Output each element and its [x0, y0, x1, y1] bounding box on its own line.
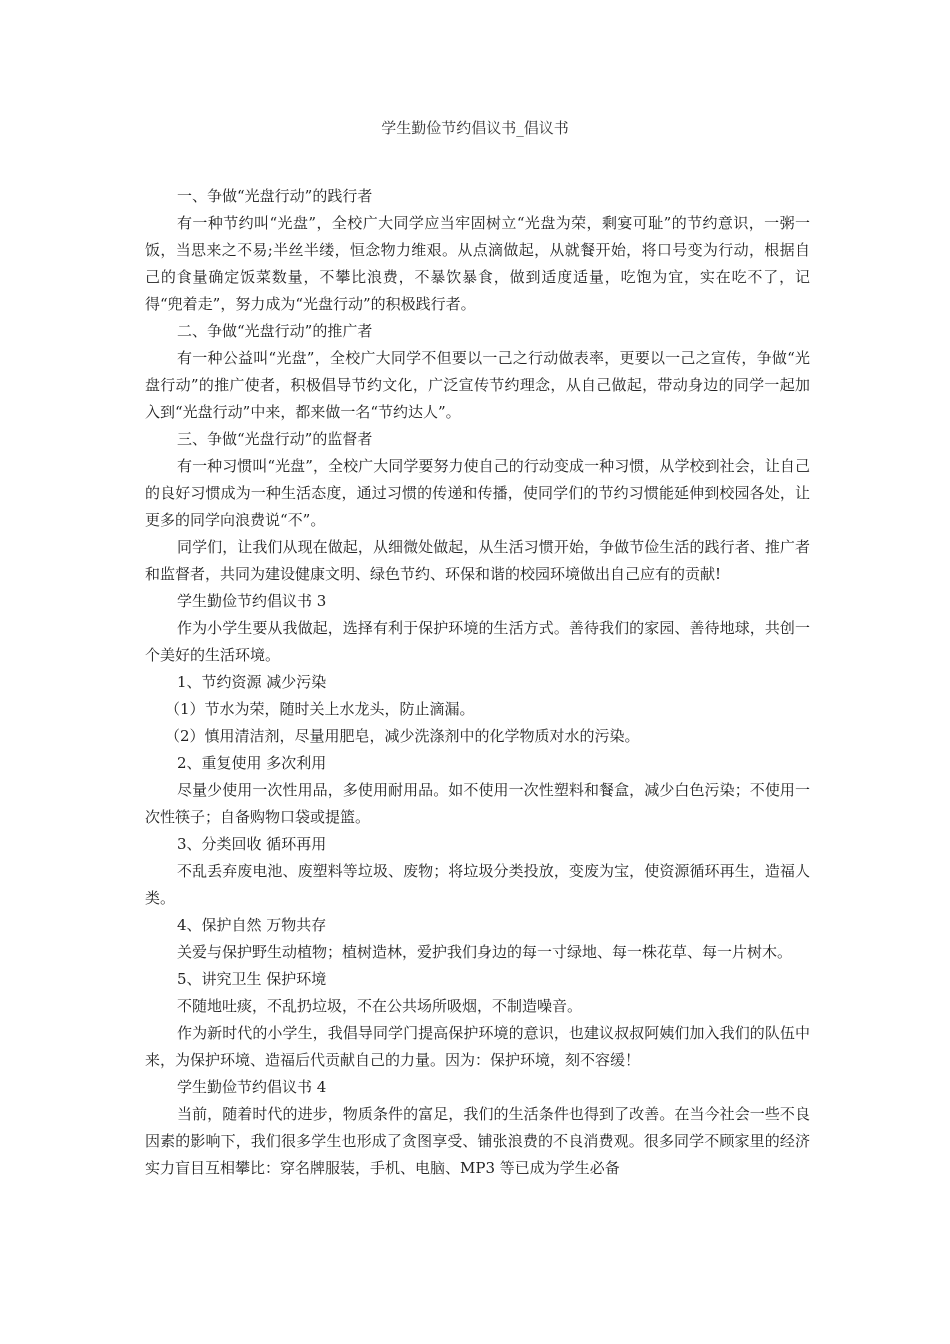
- paragraph: （2）慎用清洁剂，尽量用肥皂，减少洗涤剂中的化学物质对水的污染。: [165, 727, 640, 745]
- paragraph: 有一种习惯叫“光盘”，全校广大同学要努力使自己的行动变成一种习惯，从学校到社会，让自己的良好习惯成为一种生活态度，通过习惯的传递和传播，使同学们的节约习惯能延伸到校园各处，让更多的同学向浪费说“不”。: [145, 457, 810, 529]
- section-heading: 3、分类回收 循环再用: [177, 835, 327, 853]
- paragraph: 作为小学生要从我做起，选择有利于保护环境的生活方式。善待我们的家园、善待地球，共创一个美好的生活环境。: [145, 619, 810, 664]
- paragraph: 有一种节约叫“光盘”，全校广大同学应当牢固树立“光盘为荣，剩宴可耻”的节约意识，一粥一饭，当思来之不易;半丝半缕，恒念物力维艰。从点滴做起，从就餐开始，将口号变为行动，根据自己的食量确定饭菜数量，不攀比浪费，不暴饮暴食，做到适度适量，吃饱为宜，实在吃不了，记得“兜着走”，努力成为“光盘行动”的积极践行者。: [145, 214, 810, 313]
- section-heading: 学生勤俭节约倡议书 4: [177, 1078, 327, 1096]
- paragraph: 不乱丢弃废电池、废塑料等垃圾、废物；将垃圾分类投放，变废为宝，使资源循环再生，造福人类。: [145, 862, 810, 907]
- document-body: [145, 183, 810, 1182]
- paragraph: （1）节水为荣，随时关上水龙头，防止滴漏。: [165, 700, 475, 718]
- section-heading: 5、讲究卫生 保护环境: [177, 970, 327, 988]
- section-heading: 一、争做“光盘行动”的践行者: [177, 187, 373, 205]
- section-heading: 1、节约资源 减少污染: [177, 673, 327, 691]
- paragraph: 作为新时代的小学生，我倡导同学门提高保护环境的意识，也建议叔叔阿姨们加入我们的队伍中来，为保护环境、造福后代贡献自己的力量。因为：保护环境，刻不容缓！: [145, 1024, 810, 1069]
- paragraph: 同学们，让我们从现在做起，从细微处做起，从生活习惯开始，争做节俭生活的践行者、推广者和监督者，共同为建设健康文明、绿色节约、环保和谐的校园环境做出自己应有的贡献!: [145, 538, 810, 583]
- paragraph: 尽量少使用一次性用品，多使用耐用品。如不使用一次性塑料和餐盒，减少白色污染；不使用一次性筷子；自备购物口袋或提篮。: [145, 781, 810, 826]
- paragraph: 关爱与保护野生动植物；植树造林，爱护我们身边的每一寸绿地、每一株花草、每一片树木。: [177, 943, 793, 961]
- section-heading: 4、保护自然 万物共存: [177, 916, 327, 934]
- document-title: 学生勤俭节约倡议书_倡议书: [381, 119, 569, 137]
- section-heading: 学生勤俭节约倡议书 3: [177, 592, 327, 610]
- paragraph: 不随地吐痰，不乱扔垃圾，不在公共场所吸烟，不制造噪音。: [177, 997, 583, 1015]
- section-heading: 二、争做“光盘行动”的推广者: [177, 322, 373, 340]
- section-heading: 三、争做“光盘行动”的监督者: [177, 430, 373, 448]
- paragraph: 有一种公益叫“光盘”，全校广大同学不但要以一己之行动做表率，更要以一己之宣传，争做“光盘行动”的推广使者，积极倡导节约文化，广泛宣传节约理念，从自己做起，带动身边的同学一起加入到“光盘行动”中来，都来做一名“节约达人”。: [145, 349, 810, 421]
- section-heading: 2、重复使用 多次利用: [177, 754, 327, 772]
- paragraph: 当前，随着时代的进步，物质条件的富足，我们的生活条件也得到了改善。在当今社会一些不良因素的影响下，我们很多学生也形成了贪图享受、铺张浪费的不良消费观。很多同学不顾家里的经济实力盲目互相攀比：穿名牌服装，手机、电脑、MP3 等已成为学生必备: [145, 1105, 810, 1177]
